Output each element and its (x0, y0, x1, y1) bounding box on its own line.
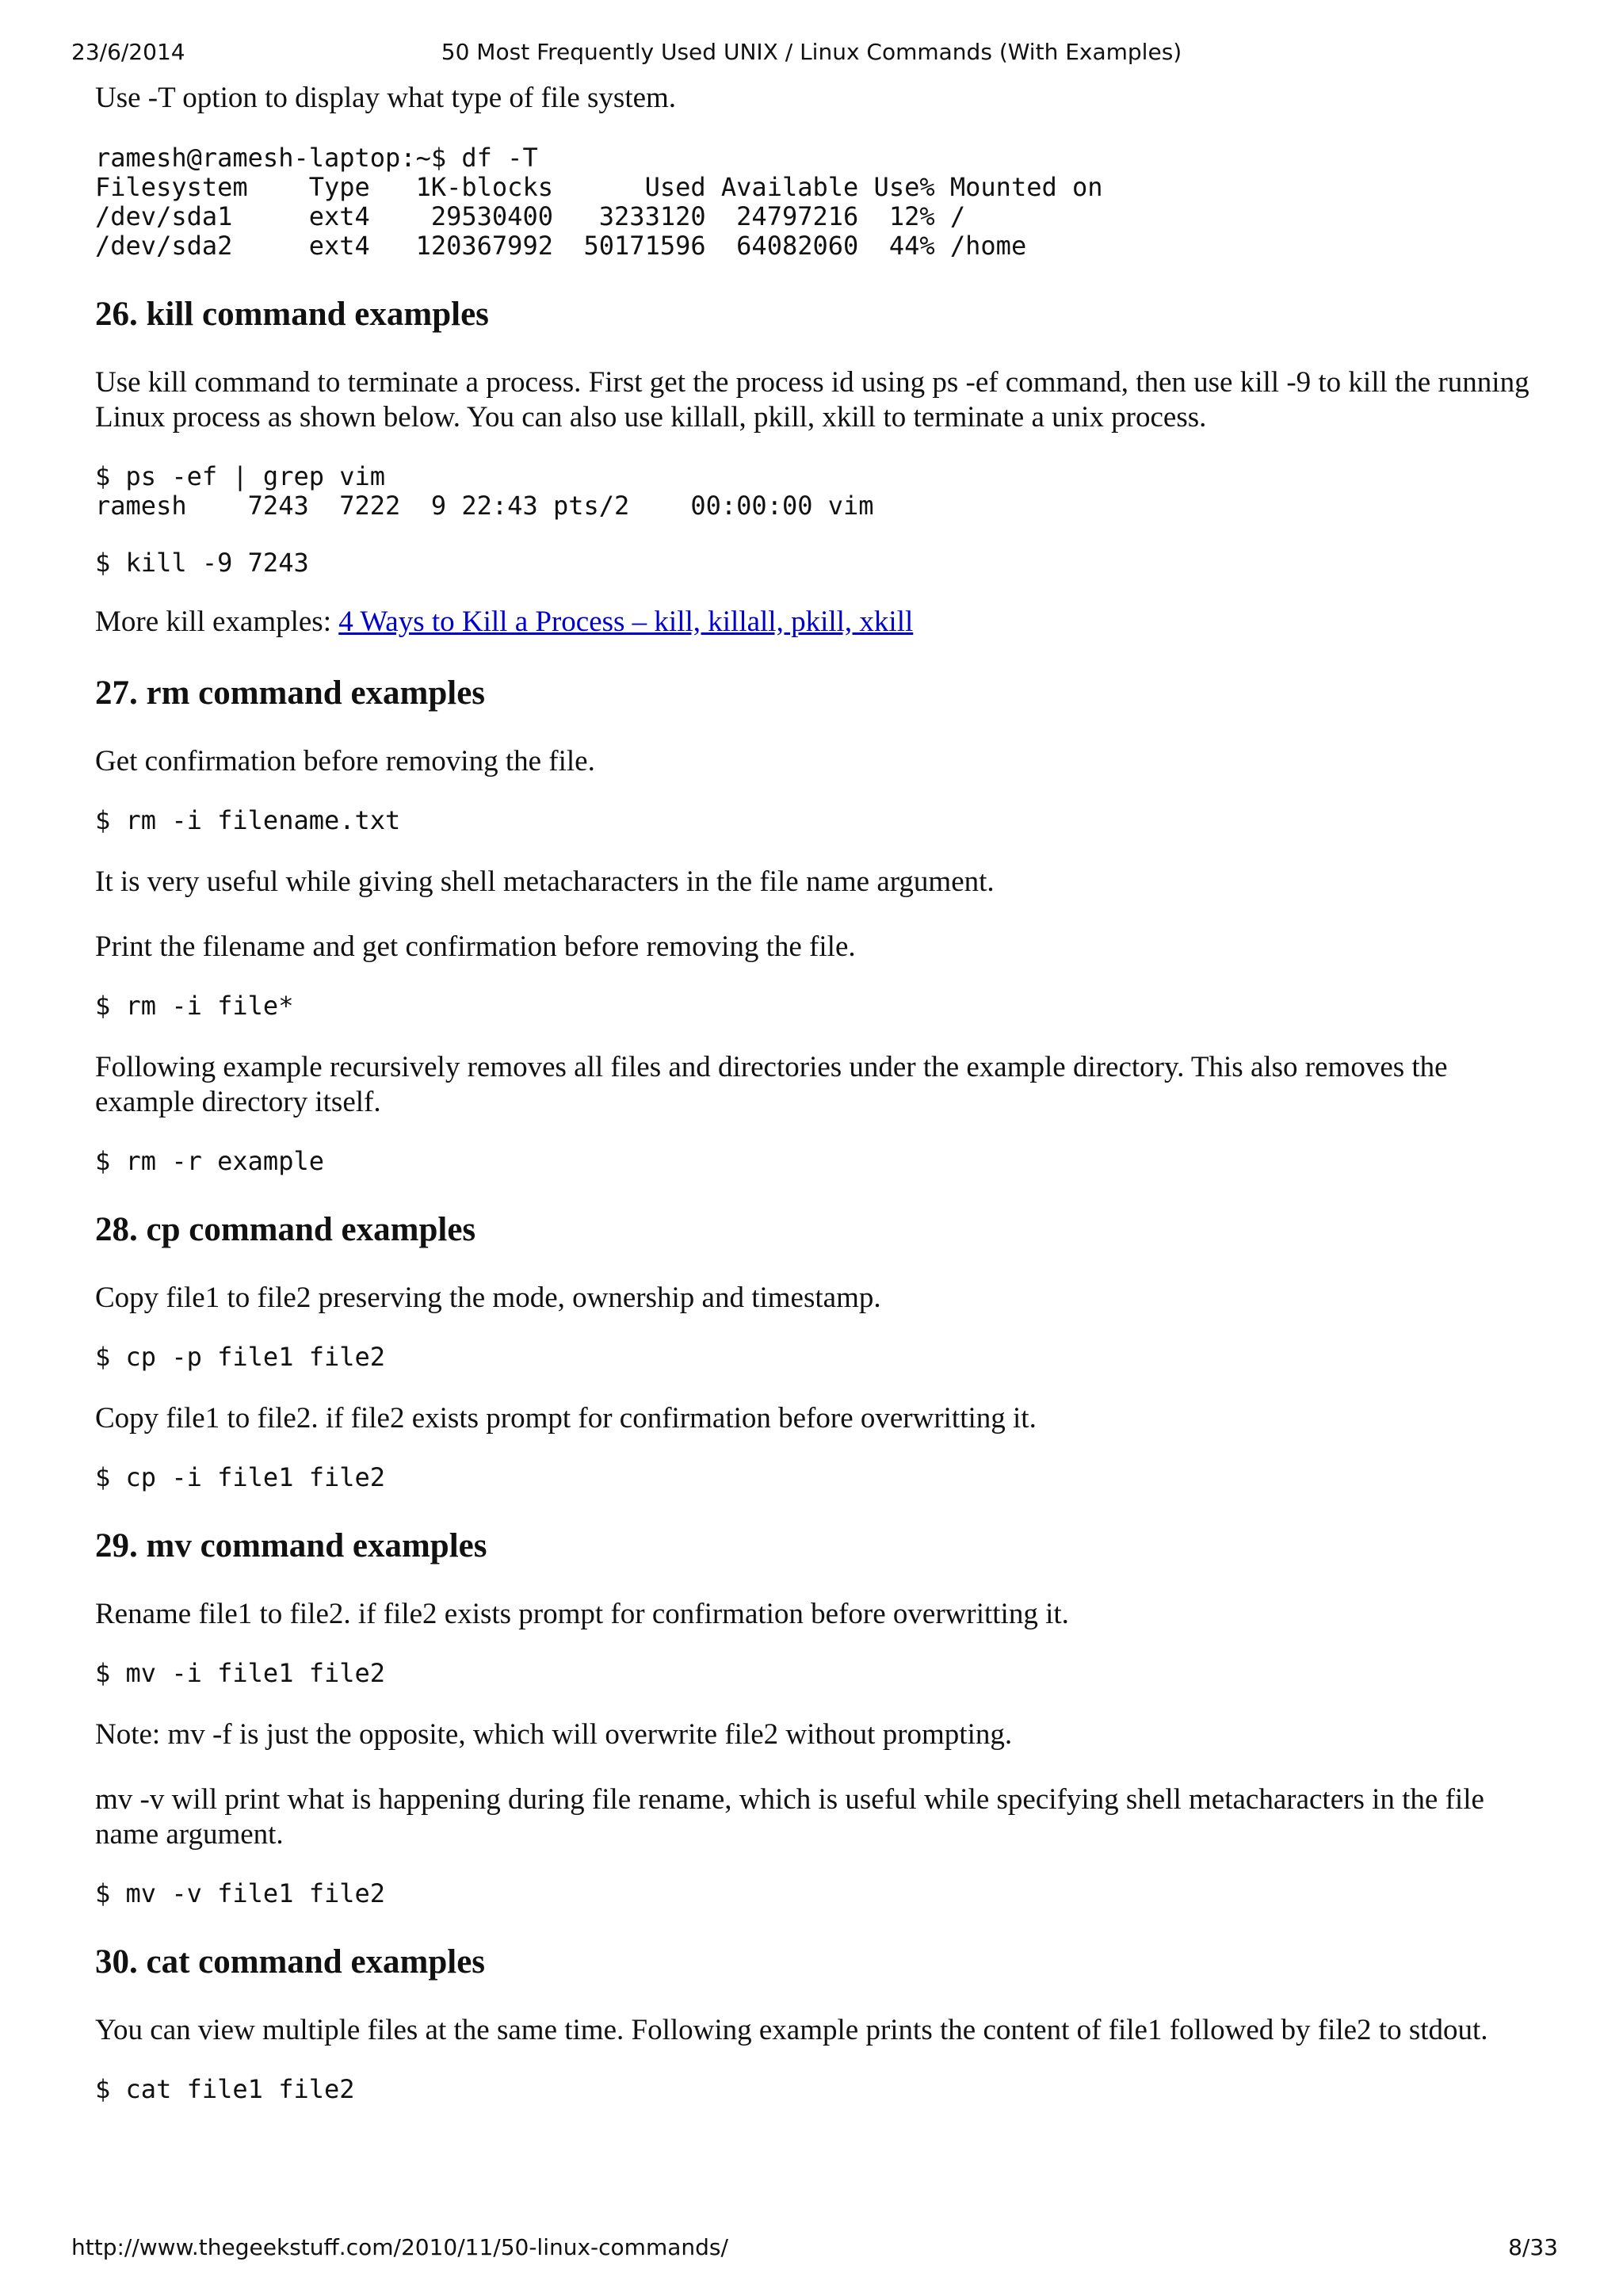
rm-code-1: $ rm -i filename.txt (95, 805, 401, 835)
rm-code-2: $ rm -i file* (95, 991, 294, 1021)
cat-code-1: $ cat file1 file2 (95, 2074, 355, 2104)
rm-paragraph-2: It is very useful while giving shell metacharacters in the file name argument. (95, 865, 995, 898)
rm-paragraph-4: Following example recursively removes all files and directories under the example directory. This also removes the example directory itself. (95, 1051, 1448, 1118)
kill-code-1: $ ps -ef | grep vim ramesh 7243 7222 9 22:43 pts/2 00:00:00 vim (95, 461, 874, 521)
cp-paragraph-2: Copy file1 to file2. if file2 exists prompt for confirmation before overwritting it. (95, 1402, 1037, 1435)
heading-rm: 27. rm command examples (95, 674, 486, 712)
heading-cat: 30. cat command examples (95, 1943, 486, 1981)
mv-paragraph-3: mv -v will print what is happening during file rename, which is useful while specifying shell metacharacters in the file name argument. (95, 1783, 1484, 1851)
kill-more-label: More kill examples: (95, 606, 339, 638)
mv-paragraph-1: Rename file1 to file2. if file2 exists prompt for confirmation before overwritting it. (95, 1598, 1069, 1630)
kill-paragraph-1: Use kill command to terminate a process. First get the process id using ps -ef command, then use kill -9 to kill the running Linux process as shown below. You can also use killall, pkill, xkill to terminate a unix process. (95, 366, 1529, 434)
heading-mv: 29. mv command examples (95, 1527, 487, 1564)
rm-paragraph-1: Get confirmation before removing the file. (95, 745, 595, 777)
heading-kill: 26. kill command examples (95, 296, 489, 333)
kill-more-examples (95, 605, 1545, 640)
footer-url: http://www.thegeekstuff.com/2010/11/50-linux-commands/ (71, 2234, 728, 2260)
kill-code-2: $ kill -9 7243 (95, 548, 309, 578)
mv-code-2: $ mv -v file1 file2 (95, 1878, 386, 1908)
cp-paragraph-1: Copy file1 to file2 preserving the mode, ownership and timestamp. (95, 1282, 881, 1314)
cat-paragraph-1: You can view multiple files at the same time. Following example prints the content of file1 followed by file2 to stdout. (95, 2014, 1488, 2046)
heading-cp: 28. cp command examples (95, 1211, 476, 1248)
page-content (95, 81, 1545, 2104)
mv-code-1: $ mv -i file1 file2 (95, 1658, 386, 1688)
mv-paragraph-2: Note: mv -f is just the opposite, which will overwrite file2 without prompting. (95, 1718, 1013, 1751)
df-code-block: ramesh@ramesh-laptop:~$ df -T Filesystem Type 1K-blocks Used Available Use% Mounted on /dev/sda1 ext4 29530400 3233120 24797216 12% / /dev/sda2 ext4 120367992 50171596 64082060 44% /home (95, 143, 1103, 261)
kill-more-link[interactable]: 4 Ways to Kill a Process – kill, killall, pkill, xkill (338, 606, 914, 638)
rm-paragraph-3: Print the filename and get confirmation before removing the file. (95, 930, 856, 963)
cp-code-2: $ cp -i file1 file2 (95, 1462, 386, 1492)
cp-code-1: $ cp -p file1 file2 (95, 1342, 386, 1372)
footer-page-number: 8/33 (1508, 2234, 1558, 2260)
header-title: 50 Most Frequently Used UNIX / Linux Commands (With Examples) (441, 39, 1182, 65)
header-date: 23/6/2014 (71, 39, 185, 65)
rm-code-3: $ rm -r example (95, 1146, 324, 1176)
intro-text: Use -T option to display what type of file system. (95, 82, 677, 114)
